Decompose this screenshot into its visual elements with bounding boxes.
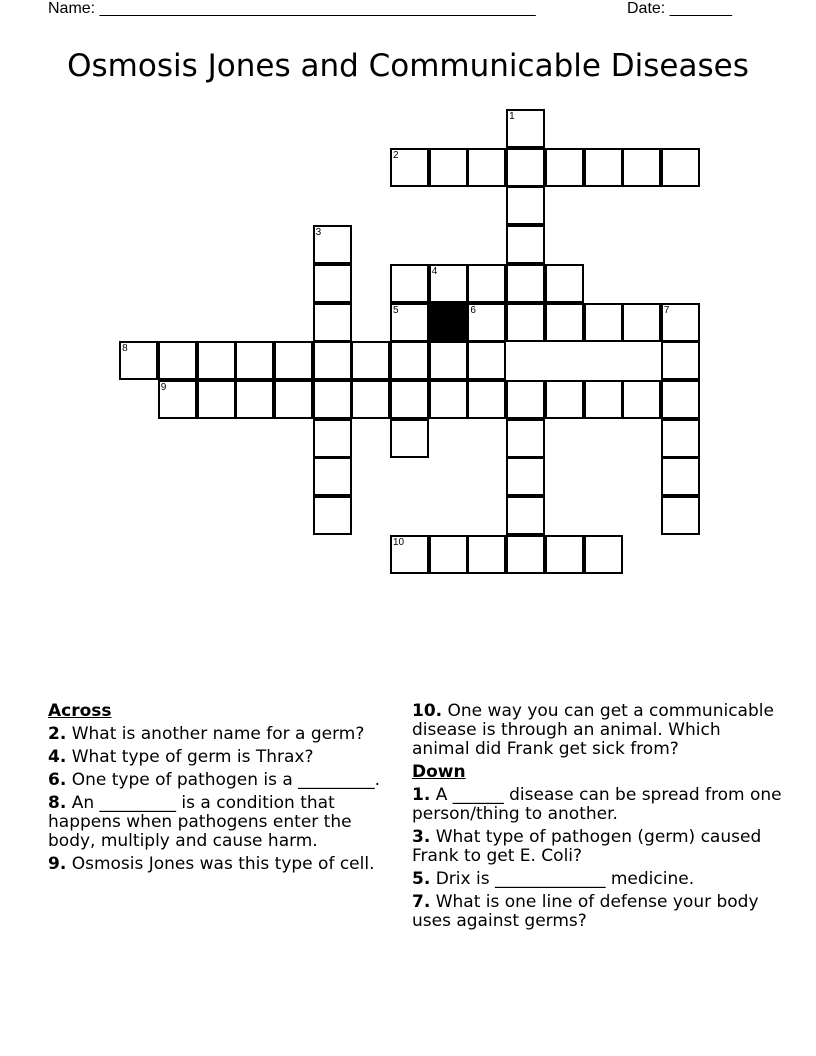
clue-text: What is another name for a germ? bbox=[71, 724, 365, 744]
down-heading: Down bbox=[412, 762, 466, 782]
crossword-cell[interactable] bbox=[274, 380, 313, 419]
clue-number: 3. bbox=[412, 827, 431, 847]
clue-text: An _________ is a condition that happens when pathogens enter the body, multiply and cause harm. bbox=[48, 793, 352, 851]
crossword-cell[interactable] bbox=[661, 496, 700, 535]
clue-number: 2. bbox=[48, 724, 67, 744]
across-clue-9 bbox=[48, 855, 388, 874]
crossword-cell[interactable] bbox=[661, 419, 700, 458]
crossword-cell[interactable] bbox=[197, 380, 236, 419]
crossword-cell[interactable] bbox=[545, 535, 584, 574]
clue-number-label: 8 bbox=[122, 343, 128, 355]
crossword-cell[interactable] bbox=[390, 419, 429, 458]
clue-number: 4. bbox=[48, 747, 67, 767]
clue-number: 10. bbox=[412, 701, 443, 721]
crossword-cell[interactable] bbox=[235, 341, 274, 380]
crossword-cell[interactable] bbox=[467, 341, 506, 380]
crossword-cell[interactable] bbox=[584, 303, 623, 342]
crossword-cell[interactable] bbox=[661, 148, 700, 187]
crossword-cell[interactable] bbox=[584, 148, 623, 187]
crossword-cell[interactable] bbox=[313, 264, 352, 303]
clue-text: What is one line of defense your body uses against germs? bbox=[412, 892, 759, 931]
across-clue-2 bbox=[48, 725, 388, 744]
clue-text: One way you can get a communicable disease is through an animal. Which animal did Frank get sick from? bbox=[412, 701, 774, 759]
crossword-cell[interactable] bbox=[506, 419, 545, 458]
down-clue-7 bbox=[412, 893, 782, 931]
crossword-cell[interactable] bbox=[313, 225, 352, 264]
clue-number: 5. bbox=[412, 869, 431, 889]
clue-number-label: 10 bbox=[393, 536, 405, 548]
crossword-cell[interactable] bbox=[467, 535, 506, 574]
crossword-cell[interactable] bbox=[158, 380, 197, 419]
crossword-cell[interactable] bbox=[622, 380, 661, 419]
crossword-cell[interactable] bbox=[545, 303, 584, 342]
crossword-cell[interactable] bbox=[390, 341, 429, 380]
clue-number-label: 2 bbox=[393, 149, 399, 161]
clue-text: What type of pathogen (germ) caused Frank to get E. Coli? bbox=[412, 827, 762, 866]
crossword-cell[interactable] bbox=[313, 496, 352, 535]
clues-right-column bbox=[412, 702, 782, 935]
crossword-cell[interactable] bbox=[661, 303, 700, 342]
clue-number: 6. bbox=[48, 770, 67, 790]
crossword-cell[interactable] bbox=[429, 535, 468, 574]
crossword-cell[interactable] bbox=[661, 380, 700, 419]
crossword-cell[interactable] bbox=[158, 341, 197, 380]
crossword-cell[interactable] bbox=[429, 380, 468, 419]
crossword-cell[interactable] bbox=[584, 535, 623, 574]
crossword-cell[interactable] bbox=[467, 303, 506, 342]
crossword-cell[interactable] bbox=[584, 380, 623, 419]
clue-text: Drix is _____________ medicine. bbox=[435, 869, 695, 889]
crossword-cell[interactable] bbox=[545, 380, 584, 419]
crossword-cell[interactable] bbox=[506, 303, 545, 342]
crossword-cell[interactable] bbox=[390, 303, 429, 342]
crossword-cell[interactable] bbox=[467, 264, 506, 303]
clue-number-label: 3 bbox=[315, 227, 322, 239]
crossword-cell[interactable] bbox=[429, 148, 468, 187]
clue-number: 1. bbox=[412, 785, 431, 805]
down-clue-1 bbox=[412, 786, 782, 824]
clue-text: Osmosis Jones was this type of cell. bbox=[71, 854, 375, 874]
crossword-cell[interactable] bbox=[506, 225, 545, 264]
crossword-cell[interactable] bbox=[506, 496, 545, 535]
crossword-cell[interactable] bbox=[506, 535, 545, 574]
name-field[interactable]: Name: _________________________________________________ bbox=[48, 0, 536, 17]
crossword-block bbox=[429, 303, 468, 342]
crossword-cell[interactable] bbox=[506, 264, 545, 303]
crossword-cell[interactable] bbox=[313, 380, 352, 419]
crossword-cell[interactable] bbox=[506, 148, 545, 187]
crossword-cell[interactable] bbox=[622, 148, 661, 187]
crossword-cell[interactable] bbox=[545, 148, 584, 187]
crossword-cell[interactable] bbox=[467, 380, 506, 419]
crossword-cell[interactable] bbox=[467, 148, 506, 187]
across-clue-4 bbox=[48, 748, 388, 767]
crossword-cell[interactable] bbox=[274, 341, 313, 380]
clue-number: 7. bbox=[412, 892, 431, 912]
crossword-cell[interactable] bbox=[506, 380, 545, 419]
crossword-cell[interactable] bbox=[622, 303, 661, 342]
crossword-cell[interactable] bbox=[506, 457, 545, 496]
crossword-cell[interactable] bbox=[313, 457, 352, 496]
crossword-cell[interactable] bbox=[429, 341, 468, 380]
crossword-cell[interactable] bbox=[390, 535, 429, 574]
clue-number: 8. bbox=[48, 793, 67, 813]
across-clue-6 bbox=[48, 771, 388, 790]
crossword-cell[interactable] bbox=[506, 186, 545, 225]
crossword-cell[interactable] bbox=[545, 264, 584, 303]
clue-number: 9. bbox=[48, 854, 67, 874]
clue-number-label: 7 bbox=[663, 304, 670, 316]
clues-left-column bbox=[48, 702, 388, 878]
across-heading: Across bbox=[48, 701, 112, 721]
down-clue-3 bbox=[412, 828, 782, 866]
crossword-cell[interactable] bbox=[390, 380, 429, 419]
crossword-cell[interactable] bbox=[351, 341, 390, 380]
crossword-cell[interactable] bbox=[313, 303, 352, 342]
down-clue-5 bbox=[412, 870, 782, 889]
clue-number-label: 5 bbox=[393, 304, 399, 316]
clue-number-label: 6 bbox=[470, 304, 476, 316]
crossword-cell[interactable] bbox=[351, 380, 390, 419]
clue-number-label: 1 bbox=[509, 111, 515, 122]
crossword-cell[interactable] bbox=[506, 109, 545, 148]
crossword-cell[interactable] bbox=[429, 264, 468, 303]
clue-number-label: 4 bbox=[431, 265, 438, 277]
date-field[interactable]: Date: _______ bbox=[627, 0, 732, 17]
clue-number-label: 9 bbox=[160, 381, 167, 393]
crossword-cell[interactable] bbox=[390, 264, 429, 303]
crossword-cell[interactable] bbox=[661, 457, 700, 496]
crossword-cell[interactable] bbox=[313, 341, 352, 380]
crossword-cell[interactable] bbox=[661, 341, 700, 380]
clue-text: One type of pathogen is a _________. bbox=[71, 770, 381, 790]
across-clue-10 bbox=[412, 702, 782, 759]
crossword-cell[interactable] bbox=[235, 380, 274, 419]
across-clue-8 bbox=[48, 794, 388, 851]
crossword-cell[interactable] bbox=[390, 148, 429, 187]
crossword-cell[interactable] bbox=[197, 341, 236, 380]
crossword-cell[interactable] bbox=[313, 419, 352, 458]
clue-text: What type of germ is Thrax? bbox=[71, 747, 314, 767]
page-title: Osmosis Jones and Communicable Diseases bbox=[67, 48, 749, 84]
clue-text: A ______ disease can be spread from one person/thing to another. bbox=[412, 785, 782, 824]
crossword-cell[interactable] bbox=[119, 341, 158, 380]
